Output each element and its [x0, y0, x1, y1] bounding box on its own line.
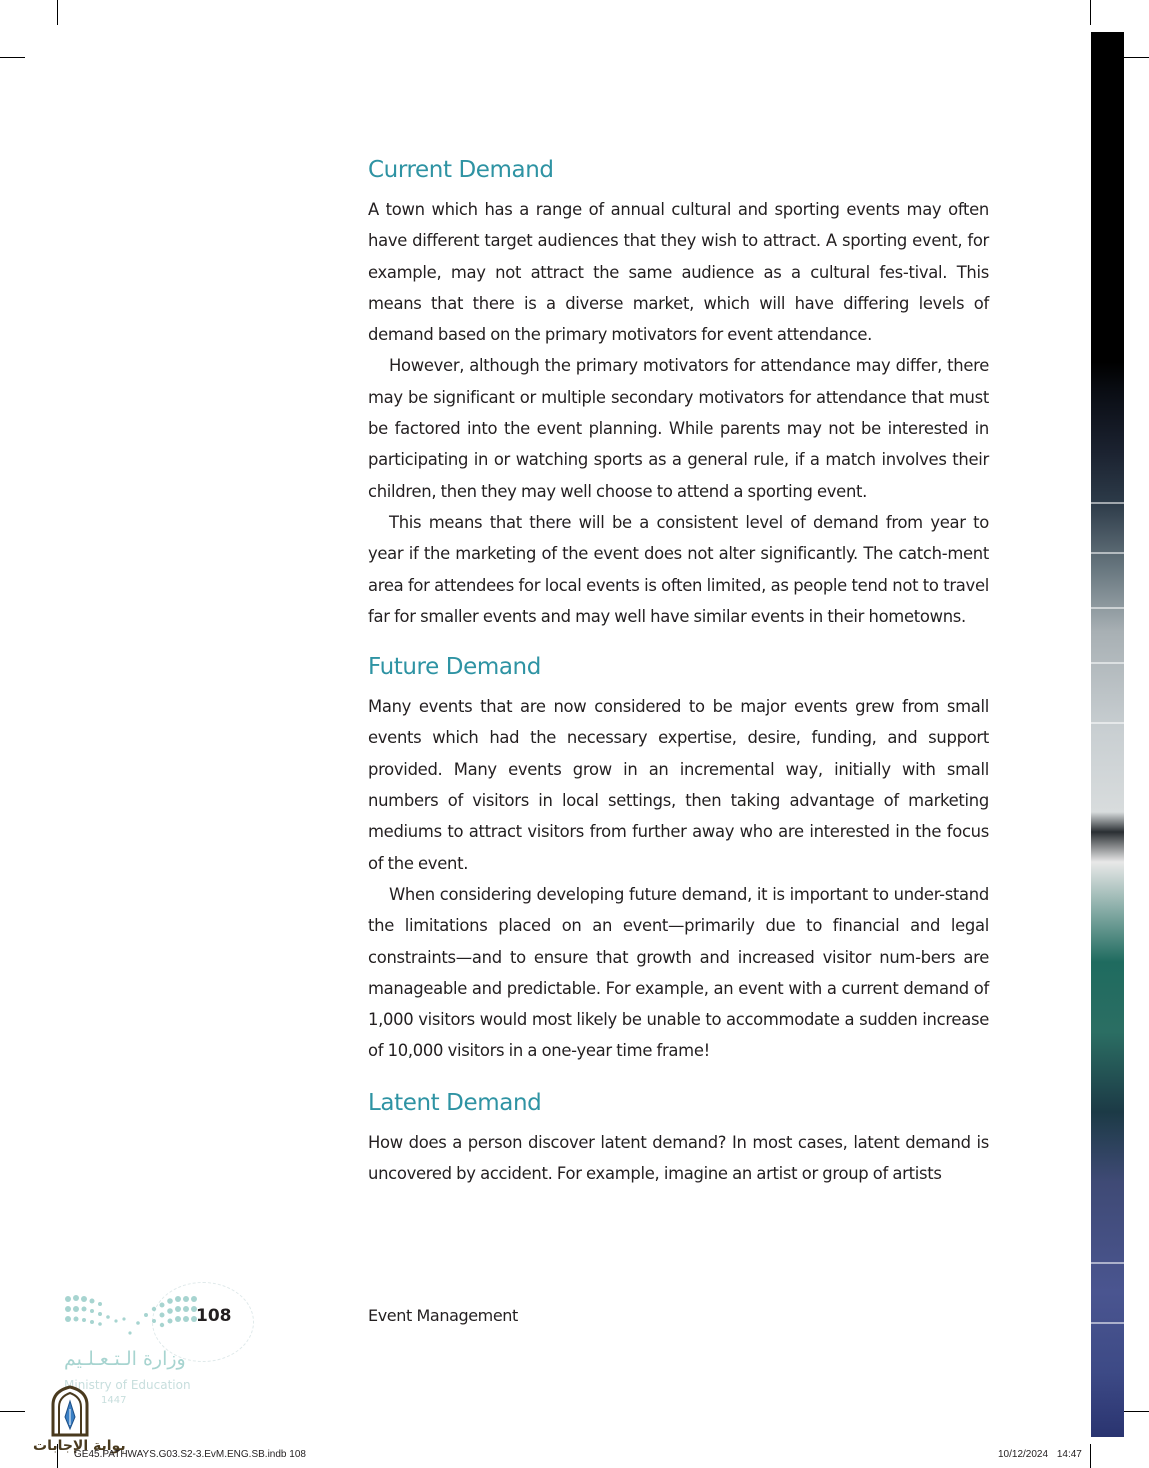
crop-mark	[0, 57, 25, 58]
running-footer-title: Event Management	[368, 1306, 518, 1325]
crop-mark	[0, 1411, 25, 1412]
section-latent-demand	[368, 1083, 989, 1190]
crop-mark	[1090, 0, 1091, 25]
main-text-column	[368, 150, 989, 1189]
ministry-year: 1447	[101, 1395, 127, 1406]
body-paragraph: When considering developing future demand, it is important to under-stand the limitations placed on an event—primarily due to financial and legal constraints—and to ensure that growth and increased visitor num-bers are manageable and predictable. For example, an event with a current demand of 1,000 visitors would most likely be unable to accommodate a sudden increase of 10,000 visitors in a one-year time frame!	[368, 884, 989, 1061]
print-slug-datetime	[998, 1449, 1082, 1460]
crop-mark	[1090, 1444, 1091, 1468]
watermark-text: بوابة الإجابات	[33, 1438, 126, 1454]
crop-mark	[1124, 1411, 1149, 1412]
body-paragraph: This means that there will be a consistent level of demand from year to year if the marketing of the event does not alter significantly. The catch-ment area for attendees for local events is often limited, as people tend not to travel far for smaller events and may well have similar events in their hometowns.	[368, 512, 989, 626]
section-future-demand	[368, 647, 989, 1067]
body-paragraph: A town which has a range of annual cultural and sporting events may often have different target audiences that they wish to attract. A sporting event, for example, may not attract the same audience as a cultural fes-tival. This means that there is a diverse market, which will have differing levels of demand based on the primary motivators for event attendance.	[368, 200, 989, 345]
crop-mark	[1124, 57, 1149, 58]
section-current-demand	[368, 150, 989, 632]
ministry-name-arabic: وزارة الـتـعـلـيم	[64, 1348, 186, 1370]
section-heading: Latent Demand	[368, 1089, 542, 1116]
ministry-logo-dots	[64, 1293, 198, 1335]
watermark-logo-icon	[49, 1385, 91, 1437]
body-paragraph: However, although the primary motivators for attendance may differ, there may be significant or multiple secondary motivators for attendance that must be factored into the event planning. While parents may not be interested in participating in or watching sports as a general rule, if a match involves their children, then they may well choose to attend a sporting event.	[368, 356, 989, 501]
print-slug-date: 10/12/2024	[998, 1449, 1049, 1460]
print-slug-file: GE45.PATHWAYS.G03.S2-3.EvM.ENG.SB.indb 108	[74, 1449, 306, 1460]
body-paragraph: Many events that are now considered to be major events grew from small events which had the necessary expertise, desire, funding, and support provided. Many events grow in an incremental way, initially with small numbers of visitors in local settings, then taking advantage of marketing mediums to attract visitors from further away who are interested in the focus of the event.	[368, 697, 989, 873]
crop-mark	[57, 0, 58, 25]
body-paragraph: How does a person discover latent demand? In most cases, latent demand is uncovered by accident. For example, imagine an artist or group of artists	[368, 1132, 989, 1184]
page-number: 108	[196, 1306, 232, 1326]
section-heading: Future Demand	[368, 654, 541, 681]
print-slug-time: 14:47	[1056, 1449, 1082, 1460]
photo-bleed-strip	[1091, 32, 1124, 1437]
ministry-name-english: Ministry of Education	[64, 1378, 191, 1392]
section-heading: Current Demand	[368, 157, 554, 183]
